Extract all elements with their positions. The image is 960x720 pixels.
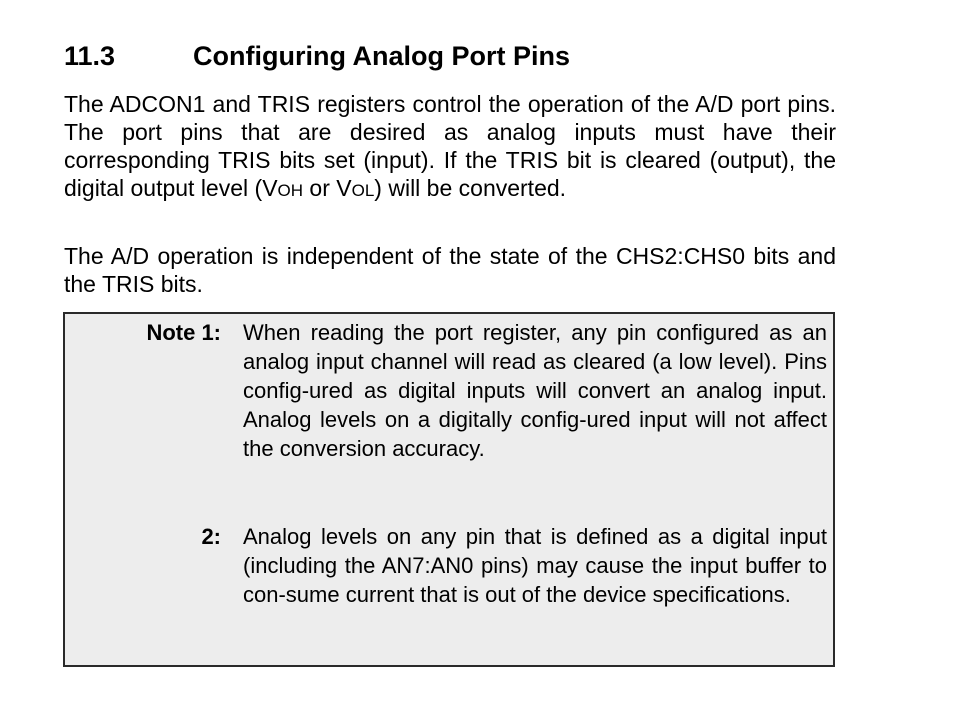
section-heading	[64, 38, 570, 74]
paragraph-independence: The A/D operation is independent of the state of the CHS2:CHS0 bits and the TRIS bits.	[64, 243, 836, 297]
note-box	[63, 312, 835, 667]
vol-v: V	[336, 175, 352, 201]
vol-subscript: OL	[351, 181, 375, 200]
voh-subscript: OH	[277, 181, 304, 200]
section-number: 11.3	[64, 41, 116, 71]
note-text: When reading the port register, any pin configured as an analog input channel will read as cleared (a low level). Pins config-ured as digital inputs will convert an analog input. Analog levels on a digitally config-ured input will not affect the conversion accuracy.	[243, 320, 827, 461]
voh-v: V	[262, 175, 278, 201]
note-text: Analog levels on any pin that is defined as a digital input (including the AN7:AN0 pins) may cause the input buffer to con-sume current that is out of the device specifications.	[243, 524, 827, 607]
note-label: 2:	[201, 524, 221, 549]
or-word: or	[303, 175, 337, 201]
section-title: Configuring Analog Port Pins	[193, 41, 570, 71]
paragraph-registers-end: ) will be converted.	[374, 175, 567, 201]
paragraph-registers	[64, 90, 836, 205]
note-label: Note 1:	[146, 320, 221, 345]
paragraph-registers-text: The ADCON1 and TRIS registers control the operation of the A/D port pins. The port pins that are desired as analog inputs must have their corresponding TRIS bits set (input). If the TRIS bit is cleared (output), the digital output level (	[64, 91, 836, 201]
